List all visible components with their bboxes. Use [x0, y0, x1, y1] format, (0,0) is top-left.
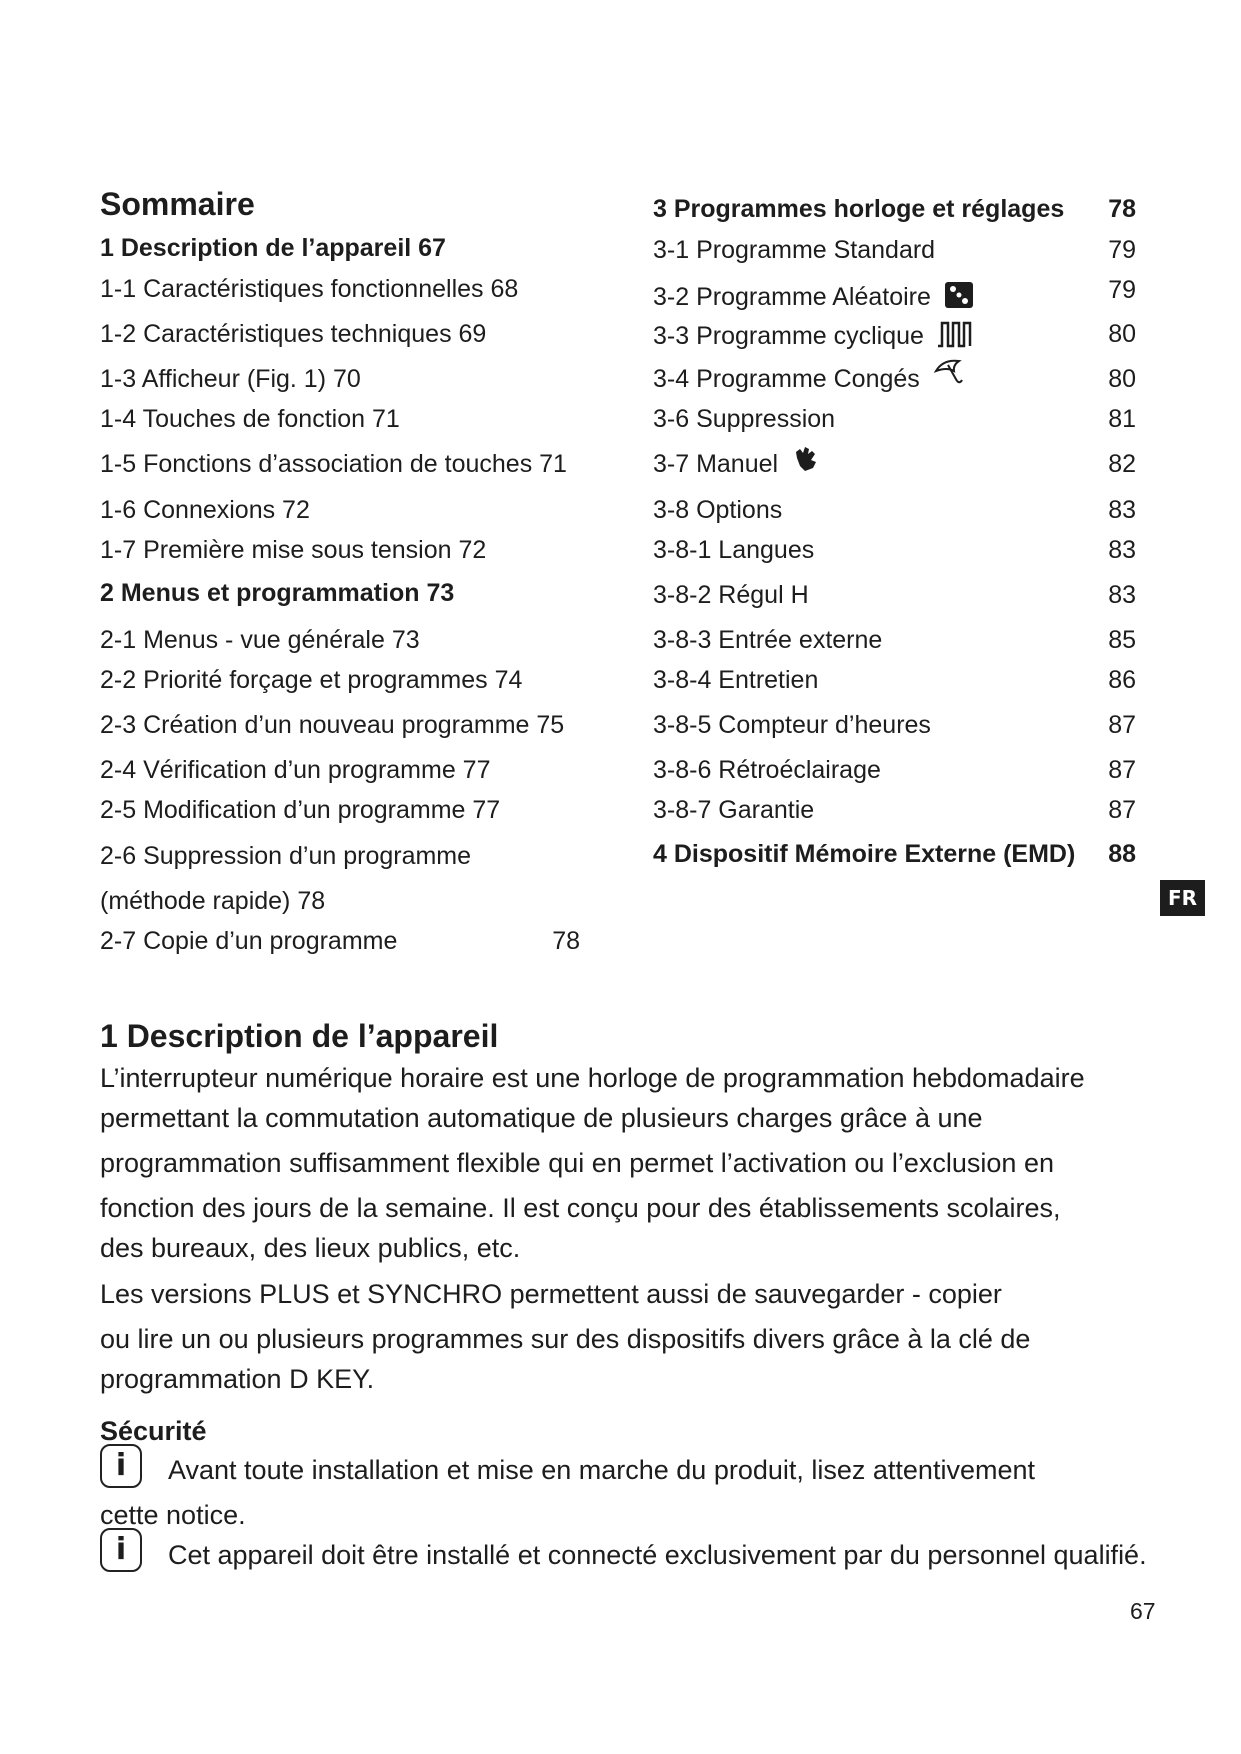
toc-page-3-6: 81	[1108, 405, 1136, 433]
toc-page-3-1: 79	[1108, 236, 1136, 264]
section-title: 1 Description de l’appareil	[100, 1018, 499, 1054]
toc-entry-3-8-3[interactable]: 3-8-3 Entrée externe	[653, 626, 883, 654]
toc-entry-3-8-6[interactable]: 3-8-6 Rétroéclairage	[653, 756, 881, 784]
toc-entry-3-2-label: 3-2 Programme Aléatoire	[653, 283, 931, 312]
toc-page-4: 88	[1108, 840, 1136, 868]
toc-entry-1[interactable]: 1 Description de l’appareil 67	[100, 234, 446, 262]
toc-entry-3-4-label: 3-4 Programme Congés	[653, 365, 920, 393]
toc-entry-2-2[interactable]: 2-2 Priorité forçage et programmes 74	[100, 666, 523, 694]
toc-entry-2-1[interactable]: 2-1 Menus - vue générale 73	[100, 626, 420, 654]
toc-entry-2[interactable]: 2 Menus et programmation 73	[100, 579, 455, 607]
dice-icon	[944, 281, 974, 316]
toc-entry-3-8-1[interactable]: 3-8-1 Langues	[653, 536, 815, 564]
info-icon: i	[100, 1528, 142, 1572]
toc-page-3-8-2: 83	[1108, 581, 1136, 609]
umbrella-icon	[933, 357, 967, 392]
paragraph-line: programmation suffisamment flexible qui en permet l’activation ou l’exclusion en	[100, 1148, 1054, 1178]
toc-entry-1-1[interactable]: 1-1 Caractéristiques fonctionnelles 68	[100, 275, 519, 303]
paragraph-line: programmation D KEY.	[100, 1364, 375, 1394]
hand-icon	[791, 444, 821, 481]
safety-note-1: Avant toute installation et mise en marche du produit, lisez attentivement	[168, 1455, 1035, 1485]
toc-entry-4[interactable]: 4 Dispositif Mémoire Externe (EMD)	[653, 840, 1076, 868]
toc-entry-3-3-label: 3-3 Programme cyclique	[653, 322, 924, 351]
toc-page-3-7: 82	[1108, 450, 1136, 478]
info-icon: i	[100, 1444, 142, 1488]
toc-entry-2-3[interactable]: 2-3 Création d’un nouveau programme 75	[100, 711, 565, 739]
toc-entry-1-4[interactable]: 1-4 Touches de fonction 71	[100, 405, 400, 433]
toc-entry-1-6[interactable]: 1-6 Connexions 72	[100, 496, 310, 524]
paragraph-line: fonction des jours de la semaine. Il est conçu pour des établissements scolaires,	[100, 1193, 1061, 1223]
cycle-wave-icon	[937, 320, 973, 355]
toc-entry-1-2[interactable]: 1-2 Caractéristiques techniques 69	[100, 320, 487, 348]
paragraph-line: ou lire un ou plusieurs programmes sur des dispositifs divers grâce à la clé de	[100, 1324, 1031, 1354]
language-tab: FR	[1160, 880, 1205, 916]
toc-entry-3-8-7[interactable]: 3-8-7 Garantie	[653, 796, 815, 824]
paragraph-line: permettant la commutation automatique de plusieurs charges grâce à une	[100, 1103, 983, 1133]
toc-entry-2-5[interactable]: 2-5 Modification d’un programme 77	[100, 796, 501, 824]
toc-entry-3-8-2[interactable]: 3-8-2 Régul H	[653, 581, 809, 609]
toc-page-3-8: 83	[1108, 496, 1136, 524]
toc-entry-3-8-5[interactable]: 3-8-5 Compteur d’heures	[653, 711, 931, 739]
toc-page-3: 78	[1108, 195, 1136, 223]
toc-entry-3-1[interactable]: 3-1 Programme Standard	[653, 236, 936, 264]
toc-page-3-8-3: 85	[1108, 626, 1136, 654]
toc-entry-3[interactable]: 3 Programmes horloge et réglages	[653, 195, 1065, 223]
toc-page-3-4: 80	[1108, 365, 1136, 393]
toc-entry-1-3[interactable]: 1-3 Afficheur (Fig. 1) 70	[100, 365, 361, 393]
toc-entry-3-3[interactable]	[653, 320, 973, 355]
toc-entry-2-7[interactable]: 2-7 Copie d’un programme	[100, 927, 398, 955]
toc-entry-3-8-4[interactable]: 3-8-4 Entretien	[653, 666, 819, 694]
toc-page-3-3: 80	[1108, 320, 1136, 348]
toc-page-3-8-4: 86	[1108, 666, 1136, 694]
toc-entry-3-4[interactable]	[653, 365, 967, 394]
toc-entry-3-7-label: 3-7 Manuel	[653, 450, 779, 478]
toc-page-3-8-5: 87	[1108, 711, 1136, 739]
toc-page-3-8-7: 87	[1108, 796, 1136, 824]
toc-entry-2-6-cont[interactable]: (méthode rapide) 78	[100, 887, 326, 915]
toc-entry-3-6[interactable]: 3-6 Suppression	[653, 405, 836, 433]
toc-entry-2-4[interactable]: 2-4 Vérification d’un programme 77	[100, 756, 491, 784]
toc-entry-3-2[interactable]	[653, 281, 974, 316]
page-number: 67	[1130, 1598, 1156, 1624]
toc-entry-1-7[interactable]: 1-7 Première mise sous tension 72	[100, 536, 487, 564]
paragraph-line: L’interrupteur numérique horaire est une horloge de programmation hebdomadaire	[100, 1063, 1085, 1093]
safety-note-1-cont: cette notice.	[100, 1500, 246, 1530]
toc-entry-1-5[interactable]: 1-5 Fonctions d’association de touches 71	[100, 450, 567, 478]
toc-title: Sommaire	[100, 186, 255, 222]
toc-page-3-8-6: 87	[1108, 756, 1136, 784]
toc-page-2-7: 78	[552, 927, 580, 955]
toc-entry-3-8[interactable]: 3-8 Options	[653, 496, 783, 524]
safety-title: Sécurité	[100, 1416, 207, 1446]
toc-entry-3-7[interactable]	[653, 450, 821, 481]
toc-page-3-8-1: 83	[1108, 536, 1136, 564]
paragraph-line: des bureaux, des lieux publics, etc.	[100, 1233, 521, 1263]
paragraph-line: Les versions PLUS et SYNCHRO permettent aussi de sauvegarder - copier	[100, 1279, 1002, 1309]
toc-entry-2-6[interactable]: 2-6 Suppression d’un programme	[100, 842, 472, 870]
toc-page-3-2: 79	[1108, 276, 1136, 304]
safety-note-2: Cet appareil doit être installé et connecté exclusivement par du personnel qualifié.	[168, 1540, 1147, 1570]
